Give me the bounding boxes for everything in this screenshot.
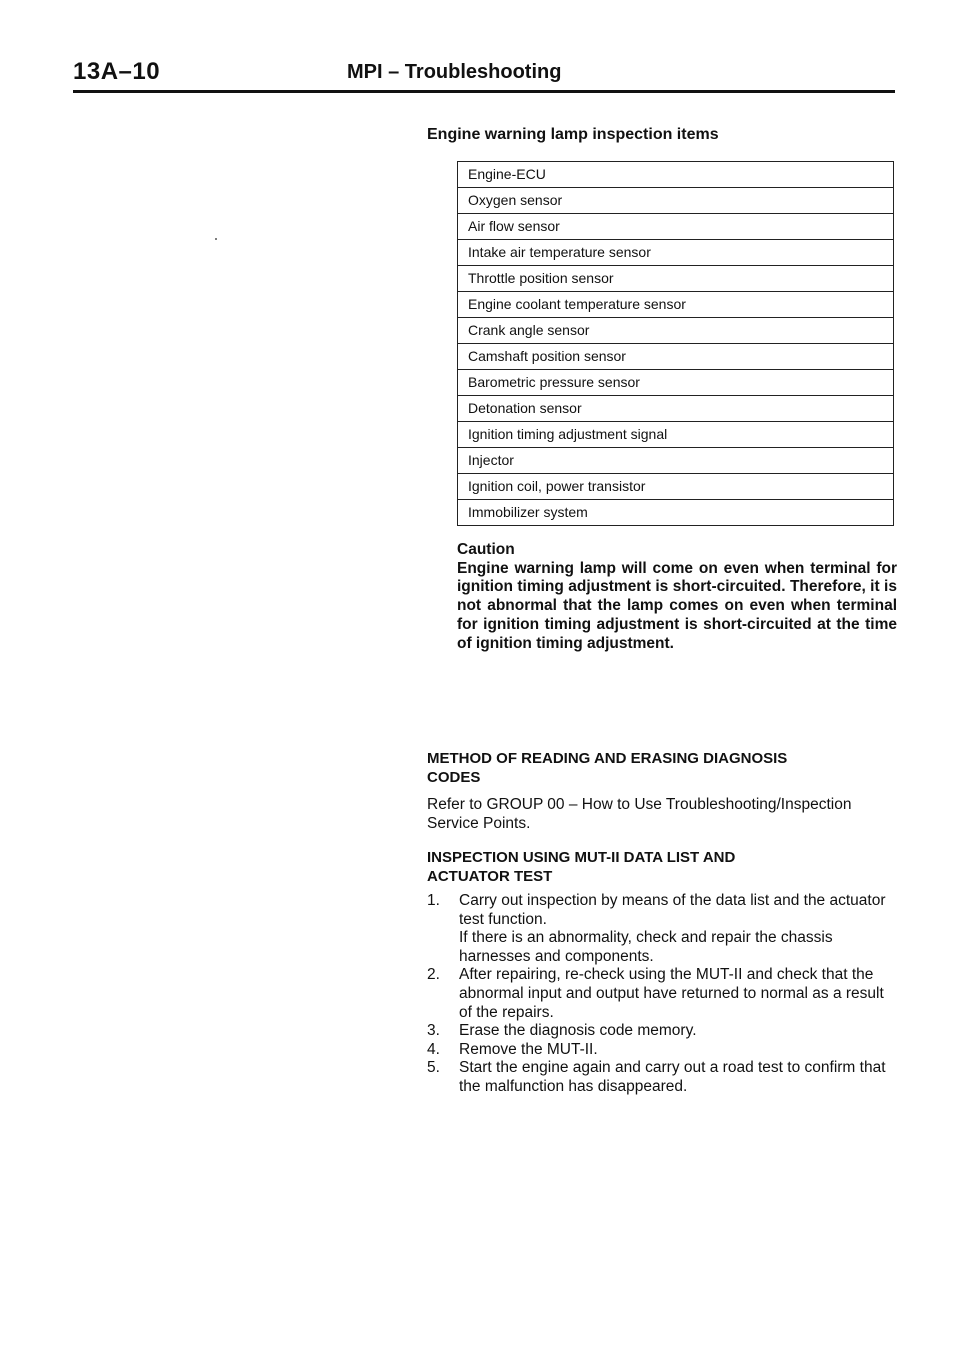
- table-row: [458, 344, 894, 370]
- list-item: [427, 1059, 897, 1096]
- inspection-item-cell: Oxygen sensor: [458, 188, 894, 214]
- inspection-item-cell: Barometric pressure sensor: [458, 370, 894, 396]
- mut-heading-line1: INSPECTION USING MUT-II DATA LIST AND: [427, 849, 736, 866]
- step-number: 4.: [427, 1040, 440, 1058]
- table-row: [458, 396, 894, 422]
- inspection-item-cell: Ignition timing adjustment signal: [458, 422, 894, 448]
- inspection-item-cell: Injector: [458, 448, 894, 474]
- list-item: [427, 966, 897, 1022]
- step-number: 3.: [427, 1022, 440, 1040]
- table-row: [458, 214, 894, 240]
- mut-heading-line2: ACTUATOR TEST: [427, 867, 553, 885]
- table-row: [458, 240, 894, 266]
- reading-heading-line2: CODES: [427, 768, 481, 786]
- caution-title: Caution: [457, 541, 515, 558]
- step-number: 5.: [427, 1059, 440, 1077]
- page-header: [73, 56, 895, 93]
- step-number: 1.: [427, 892, 440, 909]
- caution-block: [457, 541, 897, 653]
- step-text: After repairing, re-check using the MUT-II and check that the abnormal input and output have returned to normal as a result of the repairs.: [459, 966, 884, 1021]
- inspection-item-cell: Throttle position sensor: [458, 266, 894, 292]
- table-row: [458, 292, 894, 318]
- inspection-item-cell: Air flow sensor: [458, 214, 894, 240]
- step-number: 2.: [427, 966, 440, 984]
- steps-list: [427, 892, 897, 1097]
- table-row: [458, 188, 894, 214]
- table-row: [458, 422, 894, 448]
- table-row: [458, 162, 894, 188]
- page-title: MPI – Troubleshooting: [347, 61, 562, 83]
- inspection-item-cell: Camshaft position sensor: [458, 344, 894, 370]
- inspection-item-cell: Crank angle sensor: [458, 318, 894, 344]
- inspection-item-cell: Engine-ECU: [458, 162, 894, 188]
- table-row: [458, 266, 894, 292]
- caution-text: Engine warning lamp will come on even when terminal for ignition timing adjustment is short-circuited. Therefore, it is not abnormal that the lamp comes on even when terminal for ignition timing adjustment is short-circuited at the time of ignition timing adjustment.: [457, 559, 897, 652]
- list-item: [427, 1041, 897, 1060]
- reading-heading-line1: METHOD OF READING AND ERASING DIAGNOSIS: [427, 750, 788, 767]
- page-number: 13A–10: [73, 58, 161, 85]
- scan-speck: [215, 238, 217, 240]
- list-item: [427, 1022, 897, 1041]
- table-row: [458, 448, 894, 474]
- mut-heading: [427, 849, 867, 886]
- step-text: Remove the MUT-II.: [459, 1040, 598, 1058]
- table-row: [458, 474, 894, 500]
- reading-text: Refer to GROUP 00 – How to Use Troubleshooting/Inspection Service Points.: [427, 796, 852, 832]
- inspection-items-table: [457, 161, 894, 526]
- step-text: Erase the diagnosis code memory.: [459, 1022, 697, 1040]
- table-row: [458, 318, 894, 344]
- inspection-item-cell: Detonation sensor: [458, 396, 894, 422]
- section-title: Engine warning lamp inspection items: [427, 126, 719, 143]
- inspection-item-cell: Ignition coil, power transistor: [458, 474, 894, 500]
- inspection-item-cell: Immobilizer system: [458, 500, 894, 526]
- inspection-item-cell: Engine coolant temperature sensor: [458, 292, 894, 318]
- reading-heading: [427, 750, 867, 787]
- step-text: Carry out inspection by means of the data list and the actuator test function.: [459, 892, 886, 928]
- step-text: Start the engine again and carry out a road test to confirm that the malfunction has disappeared.: [459, 1059, 886, 1095]
- list-item: [427, 892, 897, 966]
- inspection-item-cell: Intake air temperature sensor: [458, 240, 894, 266]
- table-row: [458, 370, 894, 396]
- table-row: [458, 500, 894, 526]
- step-subtext: If there is an abnormality, check and repair the chassis harnesses and components.: [459, 929, 833, 965]
